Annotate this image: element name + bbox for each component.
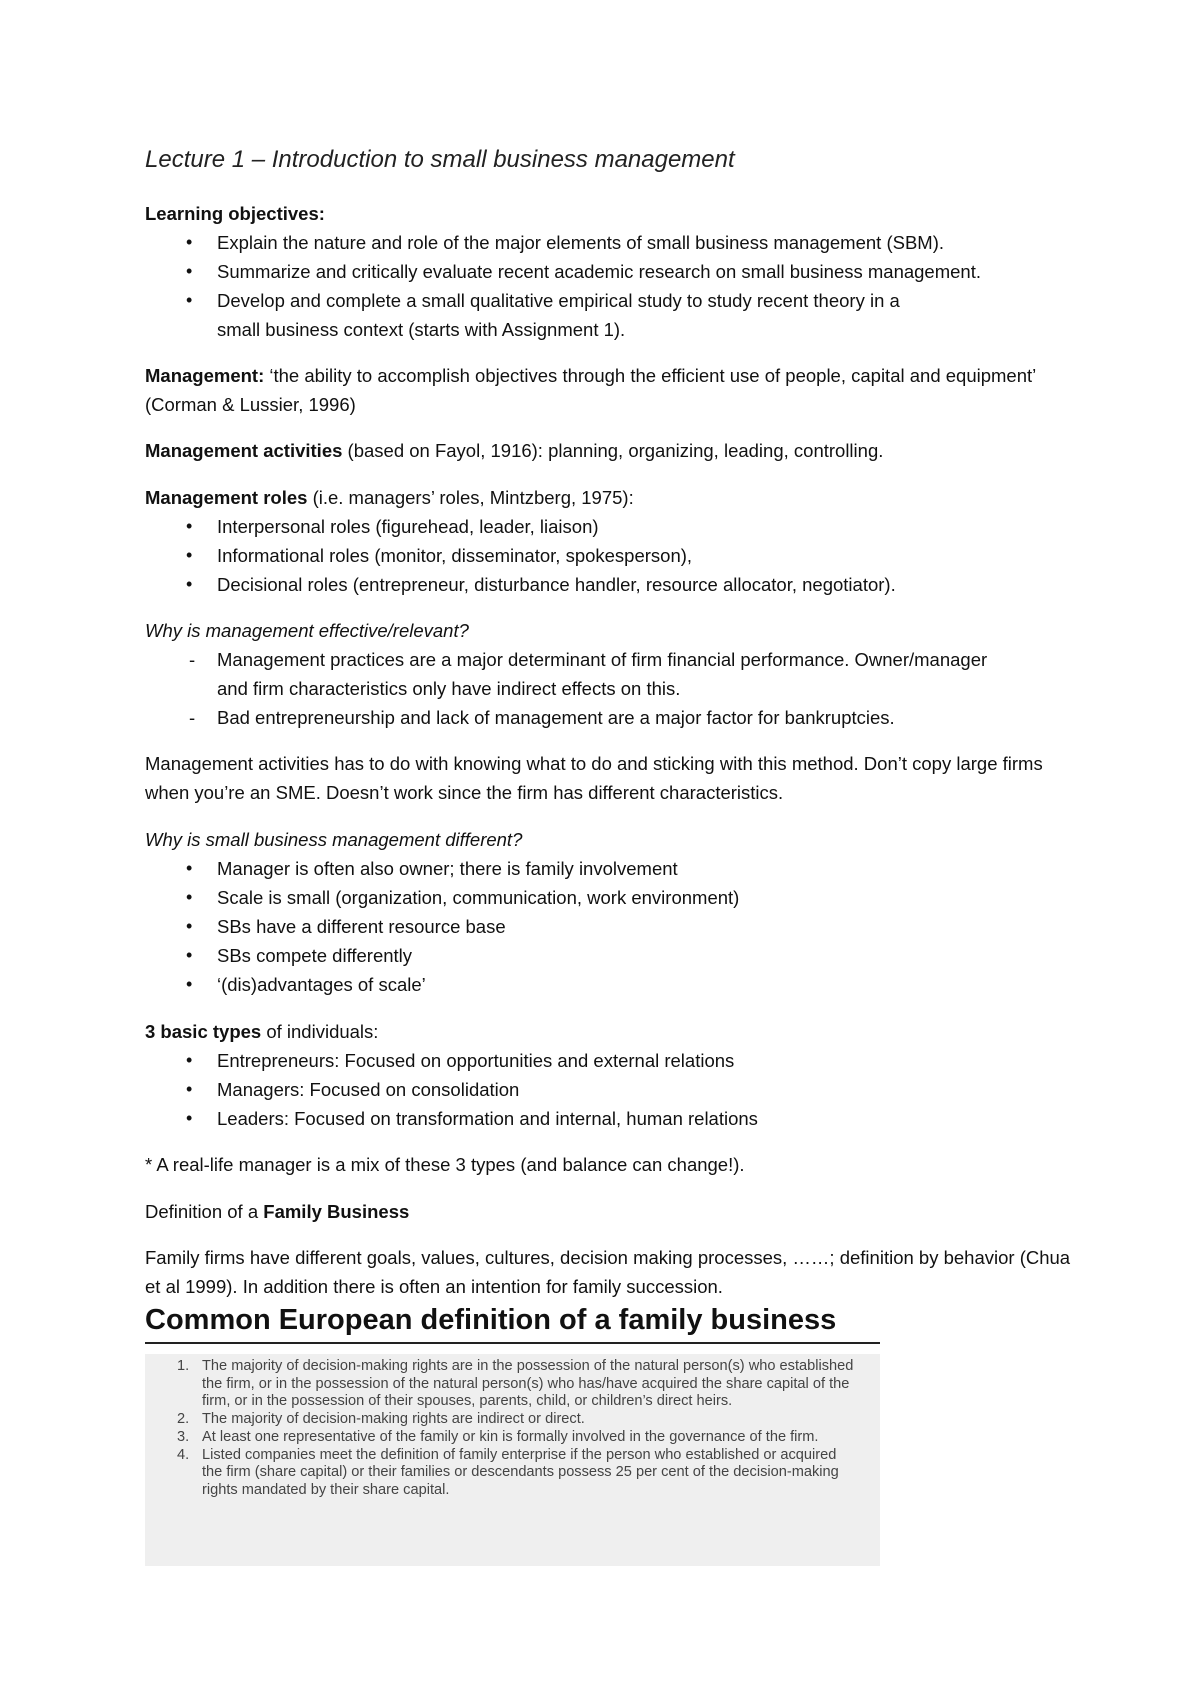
learning-objectives-section: [145, 199, 1075, 344]
figure-body: [145, 1354, 880, 1566]
list-item: [145, 1411, 880, 1429]
list-number: 3.: [177, 1428, 190, 1445]
list-item: [145, 1429, 880, 1447]
list-text: The majority of decision-making rights are indirect or direct.: [202, 1411, 585, 1428]
management-activities-text: (based on Fayol, 1916): planning, organizing, leading, controlling.: [342, 440, 884, 461]
list-item: • Leaders: Focused on transformation and internal, human relations: [145, 1104, 1075, 1133]
figure-title: Common European definition of a family business: [145, 1304, 837, 1336]
management-text: ‘the ability to accomplish objectives through the efficient use of people, capital and equipment’ (Corman & Lussier, 1996): [145, 365, 1036, 415]
list-item: • Manager is often also owner; there is family involvement: [145, 854, 1075, 883]
family-paragraph: Family firms have different goals, values, cultures, decision making processes, ……; definition by behavior (Chua et al 1999). In addition there is often an intention for family succession.: [145, 1247, 1071, 1297]
list-item: • Develop and complete a small qualitative empirical study to study recent theory in a small business context (starts with Assignment 1).: [145, 286, 1075, 344]
list-item: • ‘(dis)advantages of scale’: [145, 970, 1075, 999]
basic-types-text: of individuals:: [261, 1021, 379, 1042]
list-item: • Informational roles (monitor, disseminator, spokesperson),: [145, 541, 1075, 570]
activities-paragraph: Management activities has to do with knowing what to do and sticking with this method. Don’t copy large firms when you’re an SME. Doesn’t work since the firm has different characteristics.: [145, 753, 1043, 803]
list-number: 2.: [177, 1411, 190, 1428]
list-item: - Management practices are a major determinant of firm financial performance. Owner/manager and firm characteristics only have indirect effects on this.: [145, 645, 1075, 703]
list-text: Listed companies meet the definition of family enterprise if the person who established or acquired the firm (share capital) or their families or descendants possess 25 per cent of the decision-making rights mandated by their share capital.: [202, 1446, 839, 1498]
family-definition-heading: [145, 1197, 1075, 1226]
list-item: • Summarize and critically evaluate recent academic research on small business management.: [145, 257, 1075, 286]
management-roles-text: (i.e. managers’ roles, Mintzberg, 1975):: [307, 487, 634, 508]
list-item: • SBs compete differently: [145, 941, 1075, 970]
management-activities-label: Management activities: [145, 440, 343, 461]
family-business-definition-figure: [145, 1300, 880, 1560]
list-item: • Interpersonal roles (figurehead, leader, liaison): [145, 512, 1075, 541]
list-text: The majority of decision-making rights are in the possession of the natural person(s) who established the firm, or in the possession of the natural person(s) who has/have acquired the share capital of the firm, or in the possession of their spouses, parents, child, or children’s direct heirs.: [202, 1358, 854, 1410]
list-item: • Decisional roles (entrepreneur, disturbance handler, resource allocator, negotiator).: [145, 570, 1075, 599]
list-text: At least one representative of the family or kin is formally involved in the governance of the firm.: [202, 1428, 819, 1445]
why-different-heading: Why is small business management different?: [145, 829, 523, 850]
learning-objectives-list: [145, 228, 1075, 344]
why-effective-heading: Why is management effective/relevant?: [145, 620, 469, 641]
basic-types-label: 3 basic types: [145, 1021, 262, 1042]
management-definition: [145, 361, 1075, 419]
list-item: • Explain the nature and role of the major elements of small business management (SBM).: [145, 228, 1075, 257]
why-different-list: [145, 854, 1075, 999]
why-effective-section: [145, 616, 1075, 732]
why-different-section: [145, 825, 1075, 999]
page-title: Lecture 1 – Introduction to small business management: [145, 146, 735, 173]
management-label: Management:: [145, 365, 265, 386]
list-item: • Scale is small (organization, communication, work environment): [145, 883, 1075, 912]
list-item: • SBs have a different resource base: [145, 912, 1075, 941]
family-definition-label: Family Business: [263, 1201, 410, 1222]
list-item: [145, 1447, 880, 1500]
basic-types-section: [145, 1017, 1075, 1133]
figure-title-underline: [145, 1342, 880, 1344]
management-roles-label: Management roles: [145, 487, 308, 508]
list-number: 1.: [177, 1358, 190, 1374]
management-roles-section: [145, 483, 1075, 599]
management-roles-list: [145, 512, 1075, 599]
list-item: • Managers: Focused on consolidation: [145, 1075, 1075, 1104]
management-activities: [145, 436, 1075, 465]
list-item: • Entrepreneurs: Focused on opportunities and external relations: [145, 1046, 1075, 1075]
basic-types-list: [145, 1046, 1075, 1133]
list-number: 4.: [177, 1446, 190, 1463]
list-item: [145, 1358, 880, 1411]
list-item: - Bad entrepreneurship and lack of management are a major factor for bankruptcies.: [145, 703, 1075, 732]
mix-note: * A real-life manager is a mix of these 3 types (and balance can change!).: [145, 1154, 745, 1175]
learning-objectives-heading: Learning objectives:: [145, 203, 325, 224]
why-effective-list: [145, 645, 1075, 732]
family-definition-prefix: Definition of a: [145, 1201, 264, 1222]
figure-definition-list: [145, 1354, 880, 1500]
